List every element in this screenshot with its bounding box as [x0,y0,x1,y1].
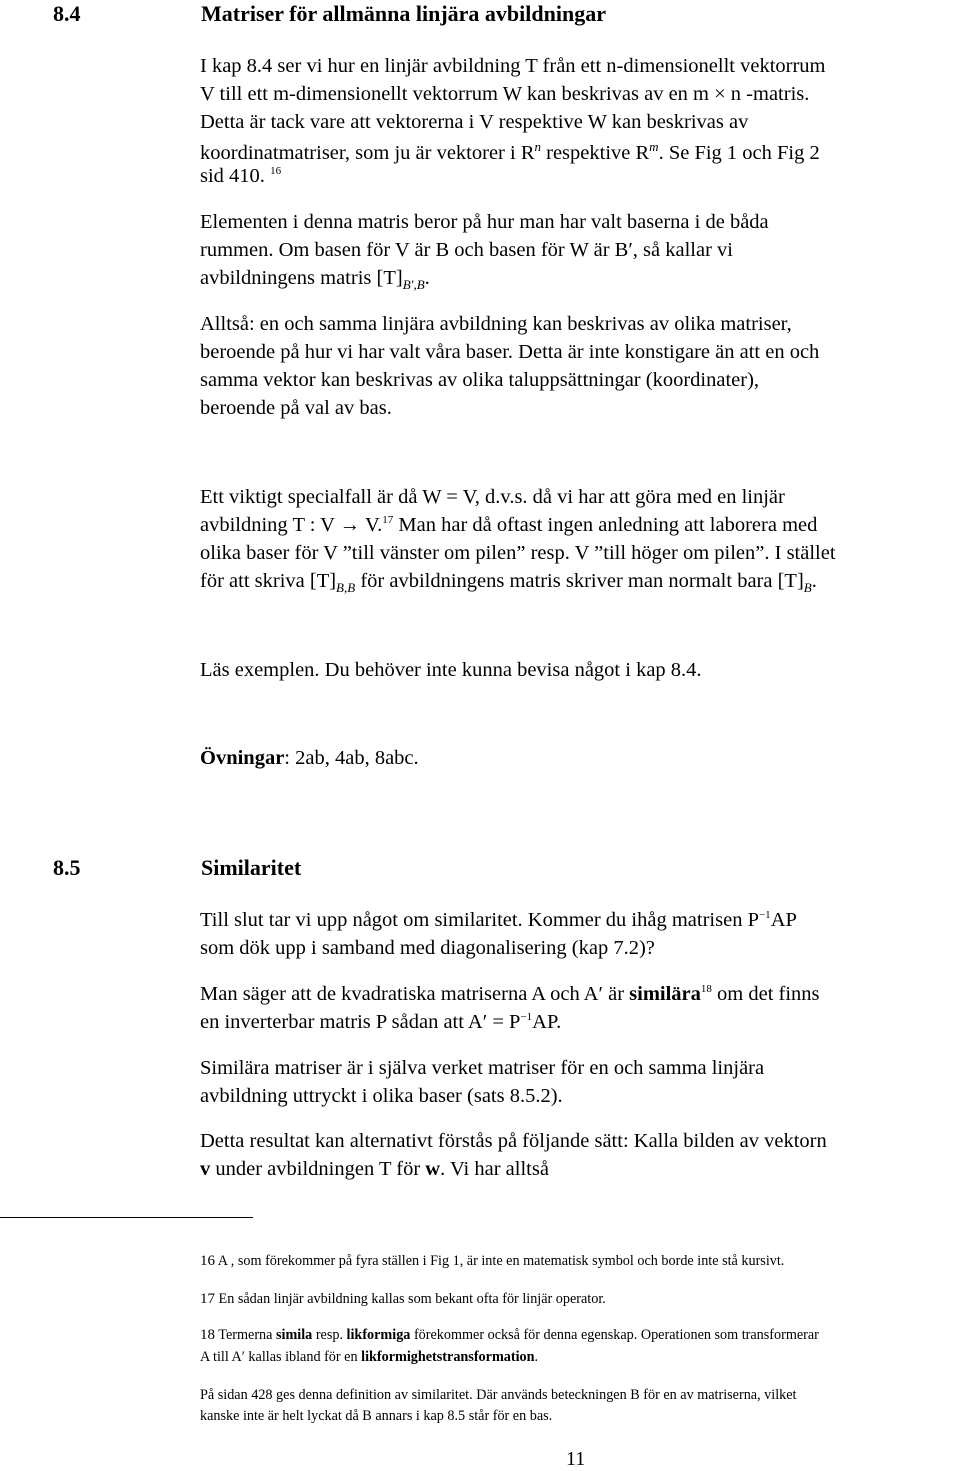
paragraph-line: sid 410. $^{16}$ [200,165,282,187]
paragraph-line: avbildning T : V → V.$^{17}$ Man har då oftast ingen anledning att laborera med [200,514,818,536]
paragraph-line: I kap 8.4 ser vi hur en linjär avbildning T från ett n-dimensionellt vektorrum [200,55,826,77]
exercises-line: Övningar: 2ab, 4ab, 8abc. [200,747,419,769]
paragraph-line: för att skriva $[T]_{B,B}$ för avbildningens matris skriver man normalt bara $[T]_B$. [200,570,817,596]
paragraph-line: olika baser för V ”till vänster om pilen” resp. V ”till höger om pilen”. I stället [200,542,836,564]
paragraph-line: avbildning uttryckt i olika baser (sats 8.5.2). [200,1085,563,1107]
footnote-18: 18 Termerna simila resp. likformiga förekommer också för denna egenskap. Operationen som transformerar [200,1327,819,1343]
footnote-marker: 18 [700,983,712,996]
paragraph-line: avbildningens matris $[T]_{B',B}$. [200,267,430,293]
footnote-17: 17 En sådan linjär avbildning kallas som bekant ofta för linjär operator. [200,1291,606,1307]
section-number: 8.5 [53,855,81,880]
footnote-separator [0,1217,253,1218]
paragraph-line: v under avbildningen T för w. Vi har alltså [200,1158,549,1180]
paragraph-line: som dök upp i samband med diagonalisering (kap 7.2)? [200,937,655,959]
footnote-extra-line: kanske inte är helt lyckat då B annars i kap 8.5 står för en bas. [200,1408,553,1424]
paragraph-line: beroende på val av bas. [200,397,392,419]
section-heading-8-5 [53,855,301,881]
term-similara: similära [629,983,701,1005]
section-title: Matriser för allmänna linjära avbildningar [201,1,606,26]
paragraph-line: Läs exemplen. Du behöver inte kunna bevisa något i kap 8.4. [200,659,702,681]
paragraph-line: Detta resultat kan alternativt förstås på följande sätt: Kalla bilden av vektorn [200,1130,827,1152]
paragraph-line: Elementen i denna matris beror på hur man har valt baserna i de båda [200,211,769,233]
paragraph-line: rummen. Om basen för V är B och basen för W är B′, så kallar vi [200,239,733,261]
paragraph-line: Till slut tar vi upp något om similaritet. Kommer du ihåg matrisen $P^{-1}AP$ [200,909,797,931]
paragraph-line: samma vektor kan beskrivas av olika taluppsättningar (koordinater), [200,369,760,391]
paragraph-line: V till ett m-dimensionellt vektorrum W kan beskrivas av en m × n -matris. [200,83,810,105]
footnote-marker: 17 [382,514,394,527]
exercises-label: Övningar [200,747,285,769]
paragraph-line: Ett viktigt specialfall är då W = V, d.v.s. då vi har att göra med en linjär [200,486,785,508]
paragraph-line: Detta är tack vare att vektorerna i V respektive W kan beskrivas av [200,111,749,133]
section-number: 8.4 [53,1,81,26]
footnote-extra-line: På sidan 428 ges denna definition av similaritet. Där används beteckningen B för en av matriserna, vilket [200,1387,797,1403]
footnote-16: 16 A , som förekommer på fyra ställen i Fig 1, är inte en matematisk symbol och borde inte stå kursivt. [200,1253,785,1269]
paragraph-line: koordinatmatriser, som ju är vektorer i $R^n$ respektive $R^m$. Se Fig 1 och Fig 2 [200,139,820,164]
paragraph-line: Man säger att de kvadratiska matriserna A och A′ är similära$^{18}$ om det finns [200,983,820,1005]
paragraph-line: Alltså: en och samma linjära avbildning kan beskrivas av olika matriser, [200,313,792,335]
footnote-18-line-2: A till A′ kallas ibland för en likformighetstransformation. [200,1349,539,1365]
footnote-marker: 16 [270,165,282,178]
paragraph-line: beroende på hur vi har valt våra baser. Detta är inte konstigare än att en och [200,341,820,363]
section-heading-8-4 [53,1,606,27]
section-title: Similaritet [201,855,302,880]
page-number: 11 [566,1448,586,1470]
paragraph-line: Similära matriser är i själva verket matriser för en och samma linjära [200,1057,765,1079]
paragraph-line: en inverterbar matris P sådan att $A' = P^{-1}AP$. [200,1011,562,1033]
